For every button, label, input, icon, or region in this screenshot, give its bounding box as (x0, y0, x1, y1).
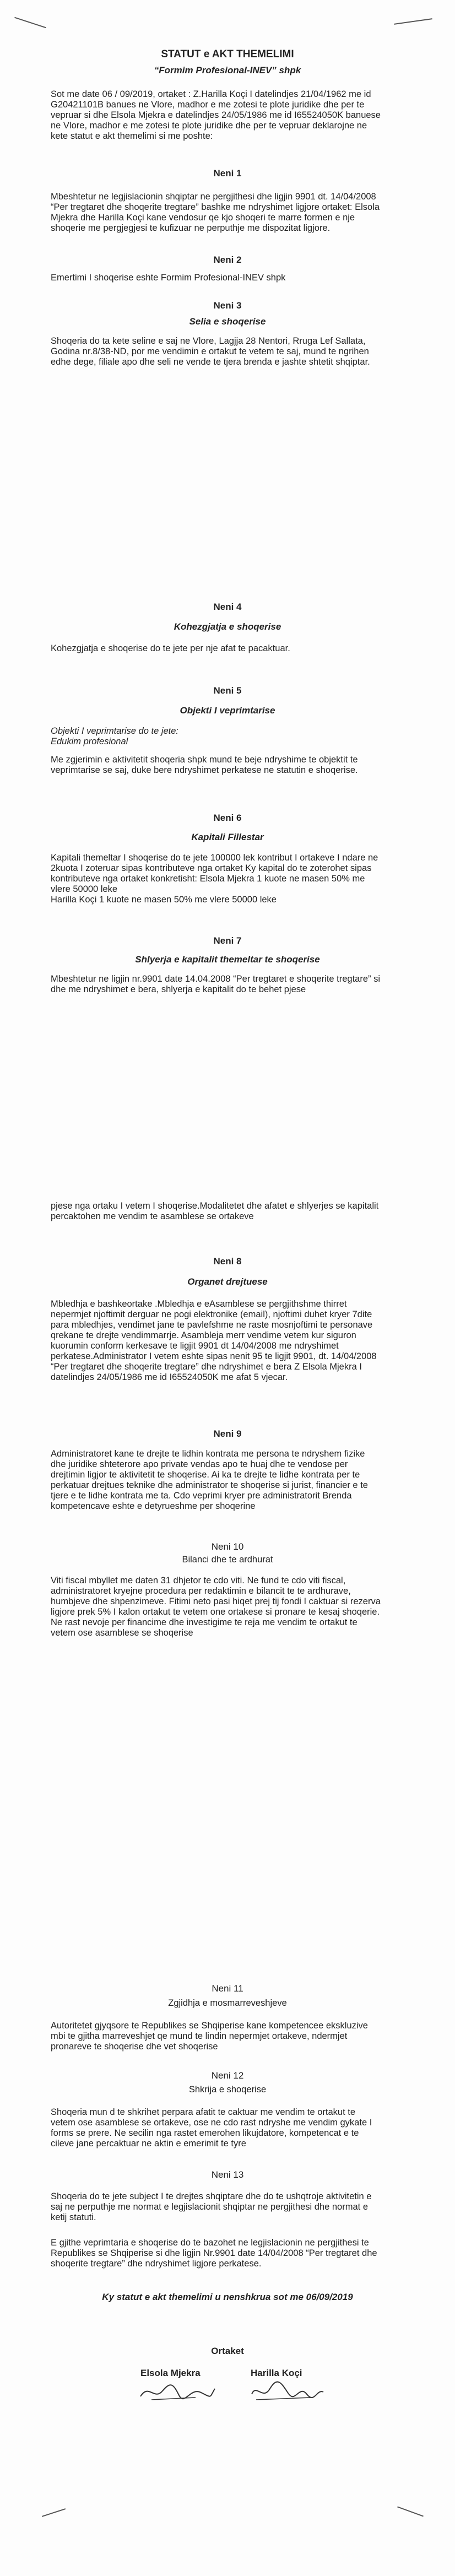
scan-mark-top-left (14, 17, 46, 28)
article-11-subheading: Zgjidhja e mosmarreveshjeve (168, 1998, 287, 2008)
article-3-subheading: Selia e shoqerise (189, 316, 266, 327)
article-13-body: Shoqeria do te jete subject I te drejtes shqiptare dhe do te ushqtroje aktivitetin e saj ne perputhje me normat e legjislacionit shqiptar ne pergjithesi dhe normat e ketij statuti. (51, 2191, 372, 2222)
article-6-body: Kapitali themeltar I shoqerise do te jete 100000 lek kontribut I ortakeve I ndare ne 2kuota I zoteruar sipas kontributeve nga ortaket Ky kapital do te zoterohet sipas kontributeve nga ortaket konkretisht: Elsola Mjekra 1 kuote ne masen 50% me vlere 50000 leke Harilla Koçi 1 kuote ne masen 50% me vlere 50000 leke (51, 853, 378, 905)
closing-statement: Ky statut e akt themelimi u nenshkrua sot me 06/09/2019 (102, 2292, 353, 2302)
article-11-heading: Neni 11 (212, 1983, 243, 1994)
article-5-body: Me zgjerimin e aktivitetit shoqeria shpk mund te beje ndryshime te objektit te veprimtarise se saj, duke bere ndryshimet perkatese ne statutin e shoqerise. (51, 755, 358, 775)
intro-paragraph: Sot me date 06 / 09/2019, ortaket : Z.Harilla Koçi I datelindjes 21/04/1962 me id G20421101B banues ne Vlore, madhor e me zotesi te plote juridike dhe per te vepruar si dhe Elsola Mjekra e datelindjes 24/05/1986 me id I65524050K banuese ne Vlore, madhor e me zotesi te plote juridike dhe per te vepruar deklarojne ne kete statut e akt themelimi si me poshte: (51, 89, 381, 141)
article-12-body: Shoqeria mun d te shkrihet perpara afatit te caktuar me vendim te ortakut te vetem ose asamblese se ortakeve, ose ne cdo rast ndryshe me vendim gykate I forms se prere. Ne secilin nga rastet emerohen likujdatore, kompetencat e te cileve jane percaktuar ne aktin e emerimit te tyre (51, 2107, 372, 2149)
article-1-body: Mbeshtetur ne legjislacionin shqiptar ne pergjithesi dhe ligjin 9901 dt. 14/04/2008 “Per tregtaret dhe shoqerite tregtare” bashke me ndryshimet ligjore ortaket: Elsola Mjekra dhe Harilla Koçi kane vendosur qe kjo shoqeri te marre formen e nje shoqerie me pergjegjesi te kufizuar ne perputhje me dispozitat ligjore. (51, 192, 380, 233)
article-10-subheading: Bilanci dhe te ardhurat (182, 1555, 273, 1565)
article-9-heading: Neni 9 (213, 1428, 242, 1439)
article-5-object: Objekti I veprimtarise do te jete: Edukim profesional (51, 726, 179, 746)
article-4-subheading: Kohezgjatja e shoqerise (174, 621, 281, 632)
article-7-body: Mbeshtetur ne ligjin nr.9901 date 14.04.2008 “Per tregtaret e shoqerite tregtare” si dhe me ndryshimet e bera, shlyerja e kapitalit do te behet pjese (51, 974, 381, 994)
article-8-subheading: Organet drejtuese (187, 1276, 268, 1287)
article-6-heading: Neni 6 (213, 813, 242, 823)
article-11-body: Autoritetet gjyqsore te Republikes se Shqiperise kane kompetencee ekskluzive mbi te gjitha marreveshjet qe mund te lindin nepermjet ortakeve, ndermjet pronareve te shoqerise dhe vet shoqerise (51, 2021, 368, 2052)
signer-2-name: Harilla Koçi (251, 2368, 302, 2378)
article-1-heading: Neni 1 (213, 168, 242, 178)
article-4-heading: Neni 4 (213, 602, 242, 612)
article-2-heading: Neni 2 (213, 255, 242, 265)
document-title: STATUT e AKT THEMELIMI (161, 48, 294, 60)
scan-mark-bottom-left (42, 2508, 66, 2517)
signatures-label: Ortaket (211, 2346, 244, 2356)
scan-mark-top-right (394, 18, 432, 25)
article-10-body: Viti fiscal mbyllet me daten 31 dhjetor te cdo viti. Ne fund te cdo viti fiscal, administratoret kryejne procedura per redaktimin e bilancit te te ardhurave, humbjeve dhe shpenzimeve. Fitimi neto pasi hiqet prej tij fondi I caktuar si rezerva ligjore prek 5% I kalon ortakut te vetem one ortakese si pronare te kesaj shoqerie. Ne rast nevoje per financime dhe investigime te reja me vendim te ortakut te vetem ose asamblese se shoqerise (51, 1576, 381, 1638)
article-12-heading: Neni 12 (211, 2070, 244, 2081)
document-subtitle: “Formim Profesional-INEV” shpk (154, 65, 301, 75)
article-5-heading: Neni 5 (213, 685, 242, 696)
article-4-body: Kohezgjatja e shoqerise do te jete per nje afat te pacaktuar. (51, 643, 290, 653)
article-3-heading: Neni 3 (213, 300, 242, 311)
article-9-body: Administratoret kane te drejte te lidhin kontrata me persona te ndryshem fizike dhe juridike shteterore apo private vendas apo te huaj dhe te vendose per drejtimin ligjor te aktivitetit te shoqerise. Ai ka te drejte te lidhe kontrata per te perkatuar drejtues teknike dhe administrator te shoqerise si jurist, financier e te tjere e te lidhe kontrata me ta. Cdo veprimi kryer pre administratorit Brenda kompetencave eshte e detyrueshme per shoqerine (51, 1449, 368, 1511)
article-8-body: Mbledhja e bashkeortake .Mbledhja e eAsamblese se pergjithshme thirret nepermjet njoftimit derguar ne pogi elektronike (email), njoftimi duhet kryer 7dite para mbledhjes, vendimet jane te pavlefshme ne raste mosnjoftimi te personave qrekane te drejte vendimmarrje. Asambleja merr vendime vetem kur siguron kuorumin conform kerkesave te ligjit 9901 dt 14/04/2008 me ndryshimet perkatese.Administrator I vetem eshte sipas nenit 95 te ligjit 9901, dt. 14/04/2008 “Per tregtaret dhe shoqerite tregtare” dhe ndryshimet e bera Z Elsola Mjekra I datelindjes 24/05/1986 me id I65524050K me afat 5 vjecar. (51, 1299, 377, 1382)
signer-1-name: Elsola Mjekra (140, 2368, 201, 2378)
article-12-subheading: Shkrija e shoqerise (188, 2085, 267, 2095)
scan-mark-bottom-right (397, 2507, 424, 2517)
article-3-body: Shoqeria do ta kete seline e saj ne Vlore, Lagjja 28 Nentori, Rruga Lef Sallata, Godina nr.8/38-ND, por me vendimin e ortakut te vetem te saj, mund te ngrihen edhe dege, filiale apo dhe seli ne vende te tjera brenda e jashte shtetit shqiptar. (51, 336, 370, 367)
article-7-heading: Neni 7 (213, 935, 242, 946)
article-5-subheading: Objekti I veprimtarise (180, 705, 275, 716)
article-13-heading: Neni 13 (211, 2169, 244, 2180)
signature-1-scribble (135, 2379, 218, 2404)
article-13-body-2: E gjithe veprimtaria e shoqerise do te bazohet ne legjislacionin ne pergjithesi te Republikes se Shqiperise si dhe ligjin Nr.9901 date 14/04/2008 “Per tregtaret dhe shoqerite tregtare” dhe ndryshimet ligjore perkatese. (51, 2238, 377, 2269)
article-7-subheading: Shlyerja e kapitalit themeltar te shoqerise (135, 954, 320, 965)
signature-2-scribble (245, 2378, 328, 2404)
article-6-subheading: Kapitali Fillestar (191, 832, 264, 842)
article-7-body-continued: pjese nga ortaku I vetem I shoqerise.Modalitetet dhe afatet e shlyerjes se kapitalit percaktohen me vendim te asamblese se ortakeve (51, 1201, 379, 1221)
article-8-heading: Neni 8 (213, 1256, 242, 1267)
article-2-body: Emertimi I shoqerise eshte Formim Profesional-INEV shpk (51, 273, 286, 283)
article-10-heading: Neni 10 (211, 1541, 244, 1552)
